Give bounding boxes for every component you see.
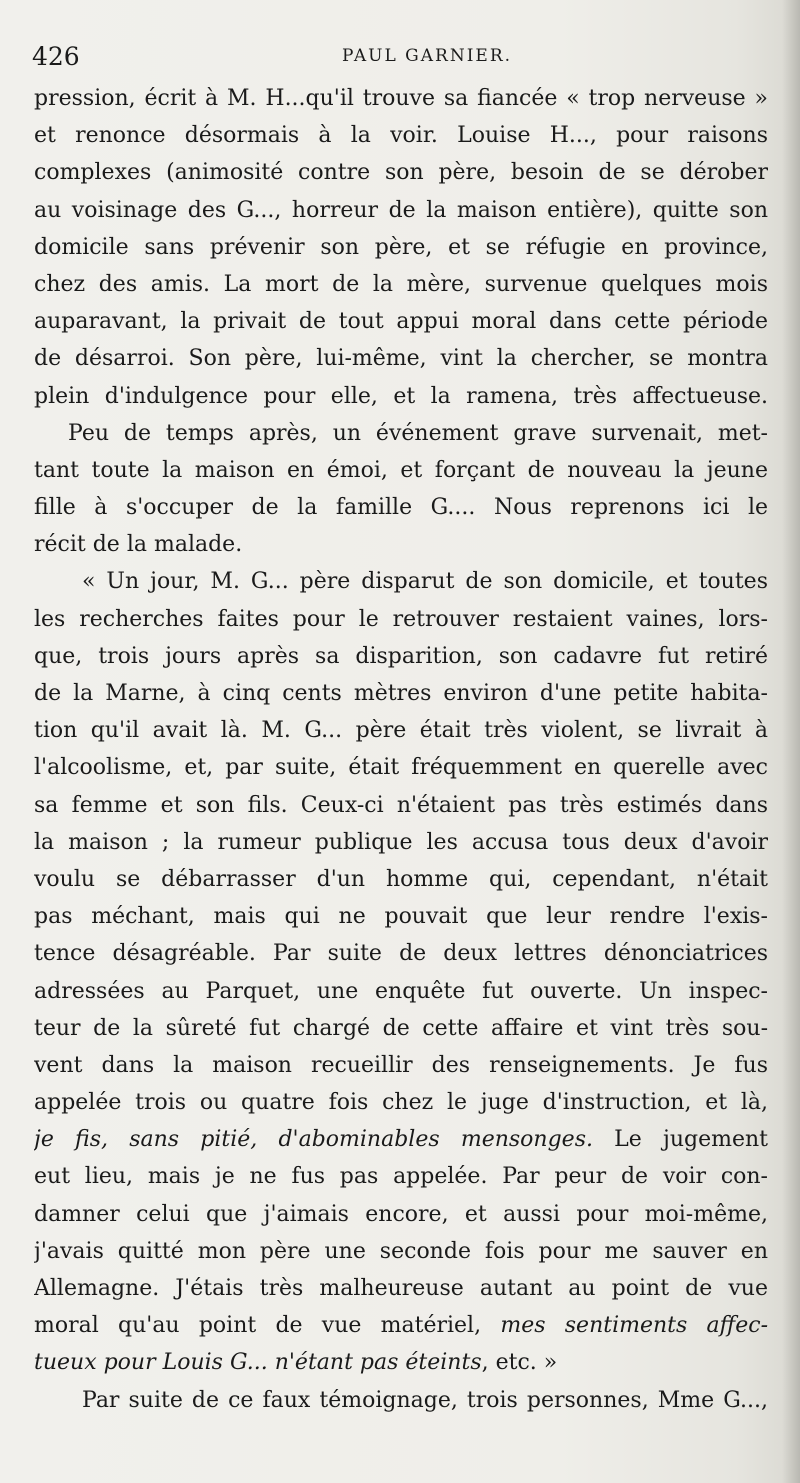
text-line: sa femme et son fils. Ceux-ci n'étaient pas très estimés dans xyxy=(34,792,768,818)
text-line: domicile sans prévenir son père, et se réfugie en province, xyxy=(34,234,768,260)
text-line: pression, écrit à M. H...qu'il trouve sa fiancée « trop nerveuse » xyxy=(34,86,768,111)
text-line: et renonce désormais à la voir. Louise H..., pour raisons xyxy=(34,123,768,149)
text-line: j'avais quitté mon père une seconde fois pour me sauver en xyxy=(34,1238,768,1264)
text-line: auparavant, la privait de tout appui moral dans cette période xyxy=(34,309,768,335)
text-line: moral qu'au point de vue matériel, mes sentiments affec- xyxy=(34,1313,768,1339)
text-line: que, trois jours après sa disparition, son cadavre fut retiré xyxy=(34,643,768,669)
text-line: tence désagréable. Par suite de deux lettres dénonciatrices xyxy=(34,941,768,967)
text-line: de la Marne, à cinq cents mètres environ d'une petite habita- xyxy=(34,681,768,706)
paragraph-end-line: tueux pour Louis G... n'étant pas éteints, etc. » xyxy=(34,1350,558,1376)
page-edge-shadow xyxy=(782,0,800,1483)
text-line: vent dans la maison recueillir des renseignements. Je fus xyxy=(34,1052,768,1078)
italic-quote: mes sentiments affec- xyxy=(500,1313,768,1339)
text-line: pas méchant, mais qui ne pouvait que leur rendre l'exis- xyxy=(34,904,768,930)
text-line: plein d'indulgence pour elle, et la ramena, très affectueuse. xyxy=(34,383,768,409)
italic-quote: tueux pour Louis G... n'étant pas éteints xyxy=(34,1350,482,1376)
text-line: teur de la sûreté fut chargé de cette affaire et vint très sou- xyxy=(34,1015,768,1041)
text-line: chez des amis. La mort de la mère, survenue quelques mois xyxy=(34,271,768,297)
page-header xyxy=(30,40,770,74)
paragraph-start-line: « Un jour, M. G... père disparut de son domicile, et toutes xyxy=(82,569,768,595)
text-line: damner celui que j'aimais encore, et aussi pour moi-même, xyxy=(34,1201,768,1227)
text-line: voulu se débarrasser d'un homme qui, cependant, n'était xyxy=(34,866,768,892)
text-line: au voisinage des G..., horreur de la maison entière), quitte son xyxy=(34,197,768,223)
text-line: de désarroi. Son père, lui-même, vint la chercher, se montra xyxy=(34,346,768,372)
text-line: appelée trois ou quatre fois chez le juge d'instruction, et là, xyxy=(34,1090,768,1116)
text-line: eut lieu, mais je ne fus pas appelée. Par peur de voir con- xyxy=(34,1164,768,1190)
page-number: 426 xyxy=(32,42,80,71)
text-line: tion qu'il avait là. M. G... père était très violent, se livrait à xyxy=(34,718,768,744)
text-line: l'alcoolisme, et, par suite, était fréquemment en querelle avec xyxy=(34,755,768,781)
text-line: adressées au Parquet, une enquête fut ouverte. Un inspec- xyxy=(34,978,768,1004)
text-line: je fis, sans pitié, d'abominables mensonges. Le jugement xyxy=(34,1127,768,1153)
text-line: complexes (animosité contre son père, besoin de se dérober xyxy=(34,160,768,186)
italic-quote: je fis, sans pitié, d'abominables mensonges. xyxy=(34,1127,593,1153)
text-line: les recherches faites pour le retrouver restaient vaines, lors- xyxy=(34,606,768,632)
paragraph-start-line: Peu de temps après, un événement grave survenait, met- xyxy=(68,420,768,446)
text-line: fille à s'occuper de la famille G.... Nous reprenons ici le xyxy=(34,495,768,521)
paragraph-start-line: Par suite de ce faux témoignage, trois personnes, Mme G..., xyxy=(82,1387,768,1413)
body-text xyxy=(34,80,768,1419)
text-line: Allemagne. J'étais très malheureuse autant au point de vue xyxy=(34,1276,768,1301)
text-line: tant toute la maison en émoi, et forçant de nouveau la jeune xyxy=(34,457,768,483)
text-line: la maison ; la rumeur publique les accusa tous deux d'avoir xyxy=(34,829,768,855)
paragraph-end-line: récit de la malade. xyxy=(34,532,243,558)
running-head: PAUL GARNIER. xyxy=(342,46,513,66)
